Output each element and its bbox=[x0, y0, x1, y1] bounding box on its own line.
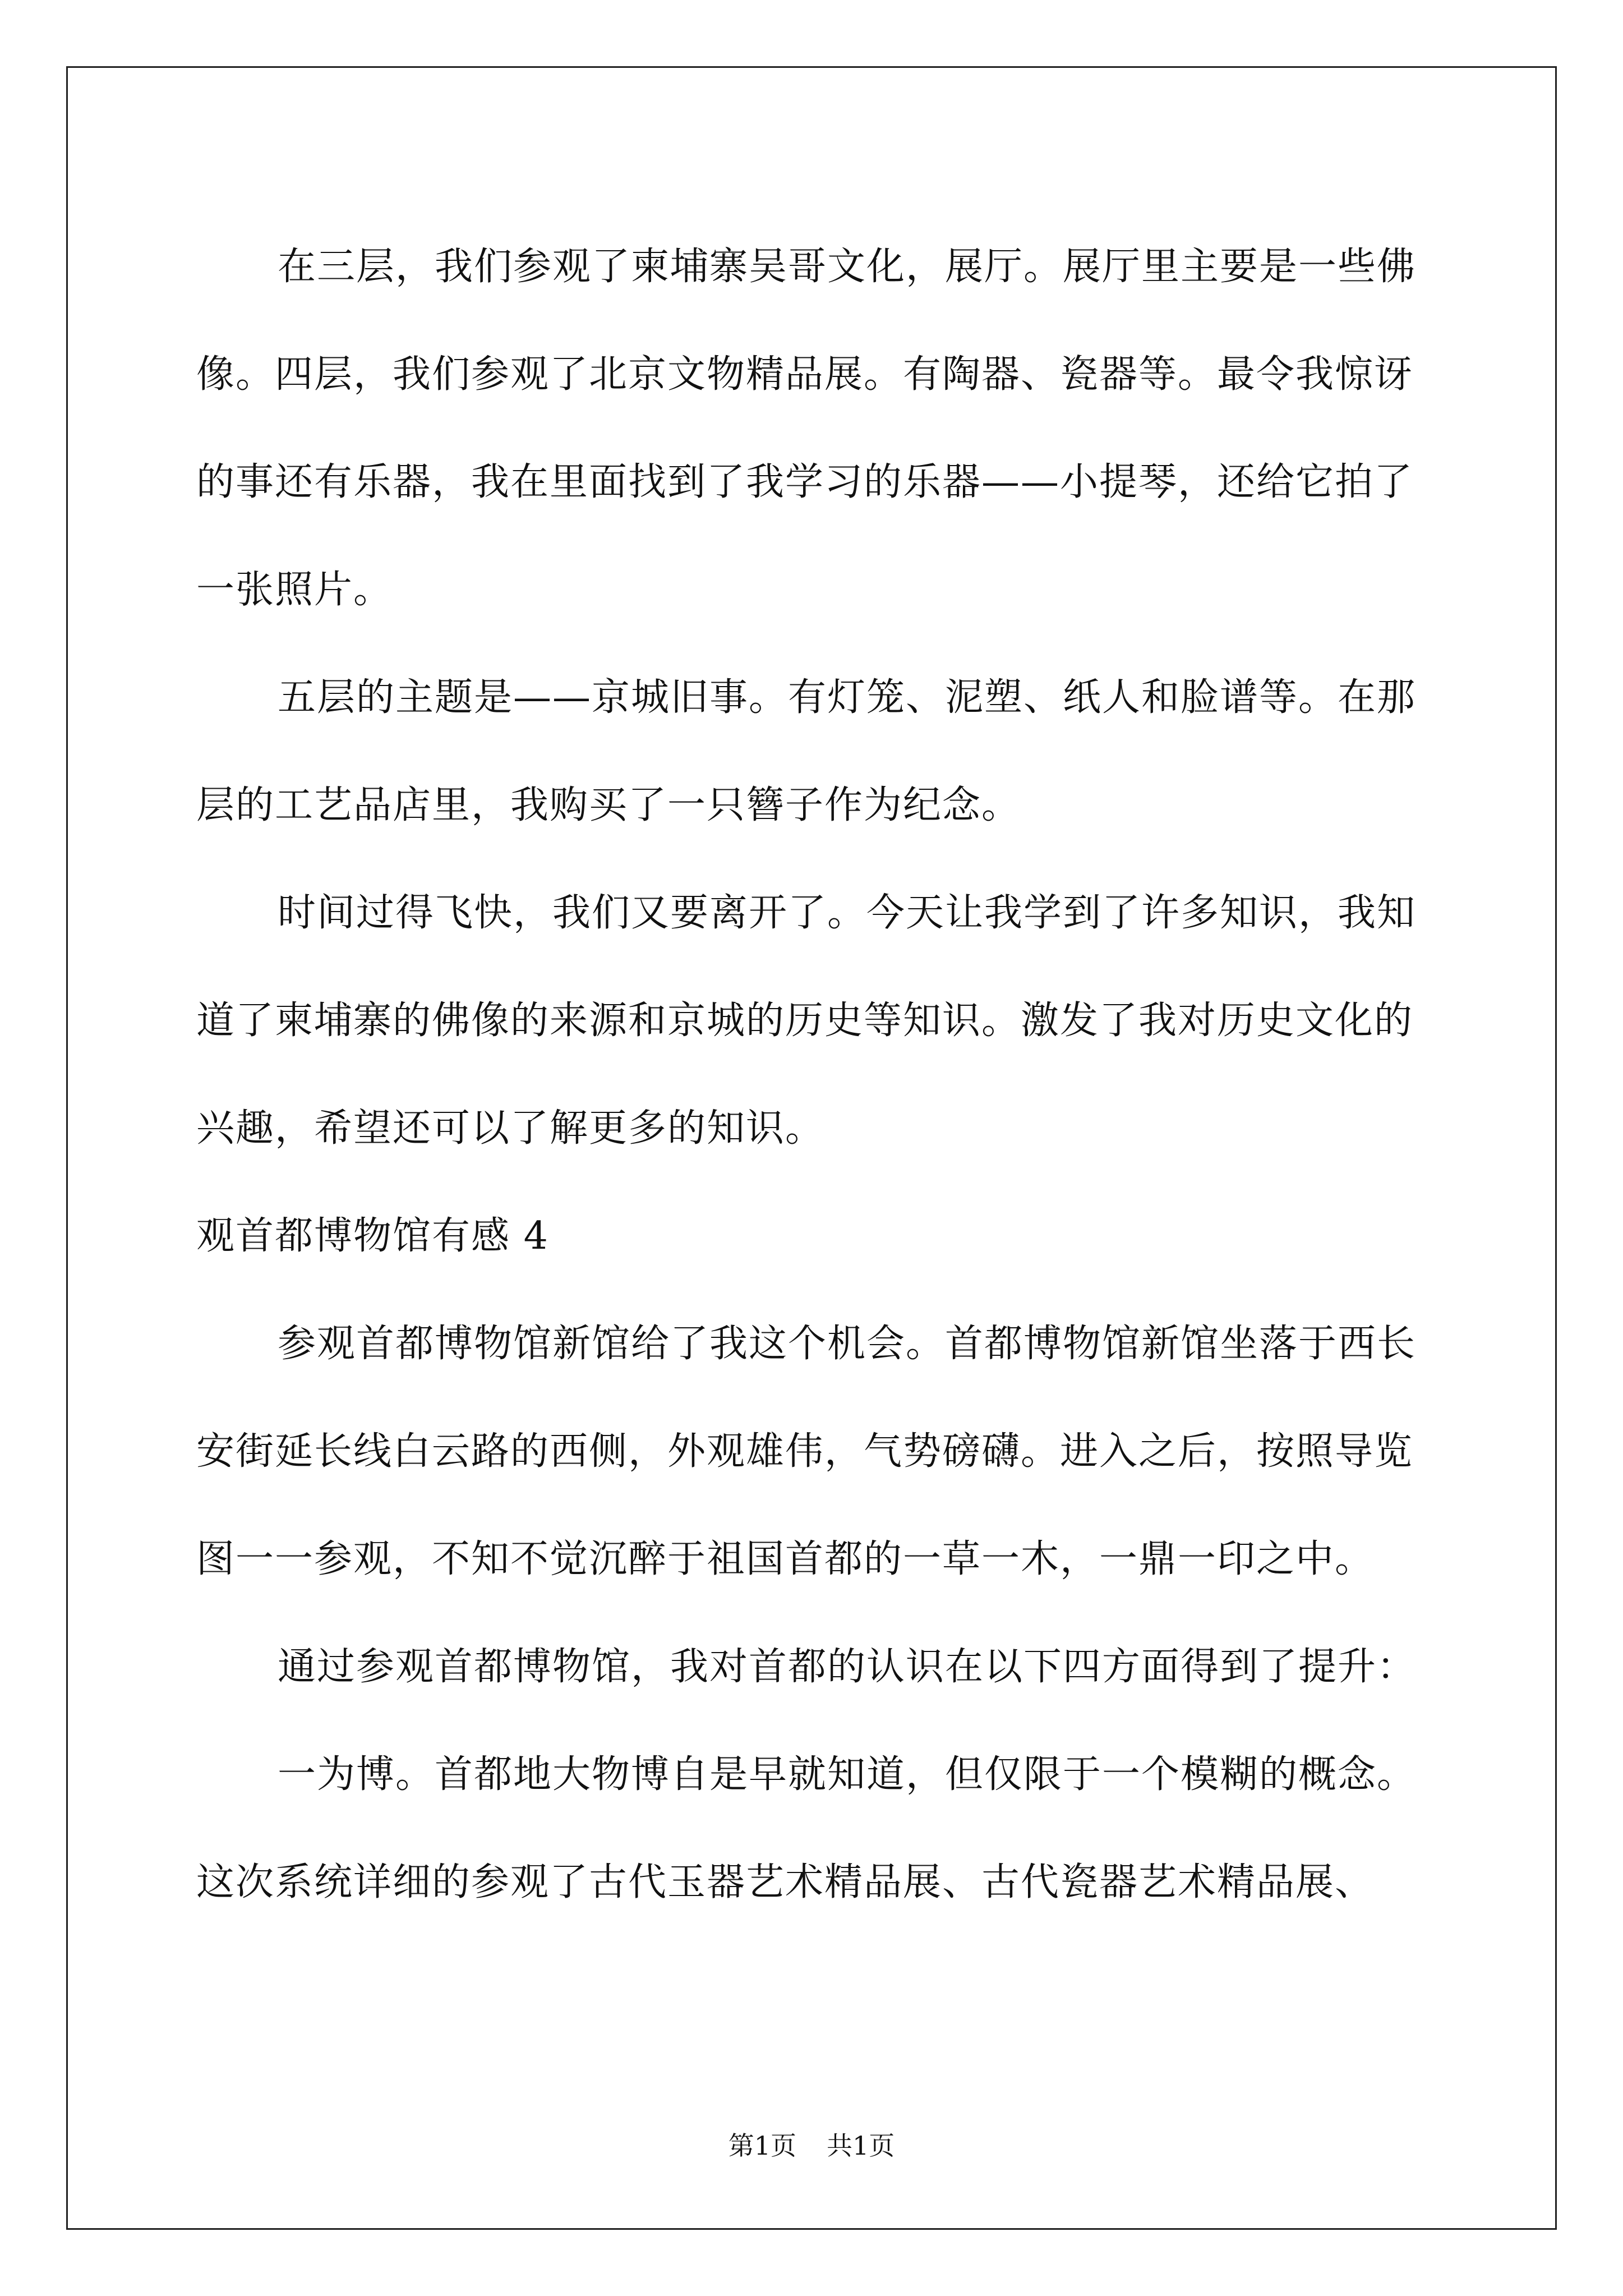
paragraph-first-aspect: 一为博。首都地大物博自是早就知道，但仅限于一个模糊的概念。这次系统详细的参观了古代玉器艺术精品展、古代瓷器艺术精品展、 bbox=[196, 1752, 1417, 1904]
paragraph-third-floor: 在三层，我们参观了柬埔寨吴哥文化，展厅。展厅里主要是一些佛像。四层，我们参观了北京文物精品展。有陶器、瓷器等。最令我惊讶的事还有乐器，我在里面找到了我学习的乐器——小提琴，还给它拍了一张照片。 bbox=[196, 245, 1417, 612]
paragraph-four-aspects: 通过参观首都博物馆，我对首都的认识在以下四方面得到了提升： bbox=[278, 1645, 1417, 1689]
paragraph-conclusion: 时间过得飞快，我们又要离开了。今天让我学到了许多知识，我知道了柬埔寨的佛像的来源和京城的历史等知识。激发了我对历史文化的兴趣，希望还可以了解更多的知识。 bbox=[196, 891, 1417, 1151]
paragraph-new-museum: 参观首都博物馆新馆给了我这个机会。首都博物馆新馆坐落于西长安街延长线白云路的西侧，外观雄伟，气势磅礴。进入之后，按照导览图一一参观，不知不觉沉醉于祖国首都的一草一木，一鼎一印之中。 bbox=[196, 1322, 1417, 1581]
paragraph-fifth-floor: 五层的主题是——京城旧事。有灯笼、泥塑、纸人和脸谱等。在那层的工艺品店里，我购买了一只簪子作为纪念。 bbox=[196, 675, 1417, 827]
page-footer bbox=[0, 2129, 1623, 2162]
section-heading: 观首都博物馆有感 4 bbox=[196, 1214, 549, 1258]
page-total: 共1页 bbox=[827, 2131, 895, 2161]
document-body bbox=[196, 213, 1436, 1936]
page-number: 第1页 bbox=[728, 2131, 796, 2161]
